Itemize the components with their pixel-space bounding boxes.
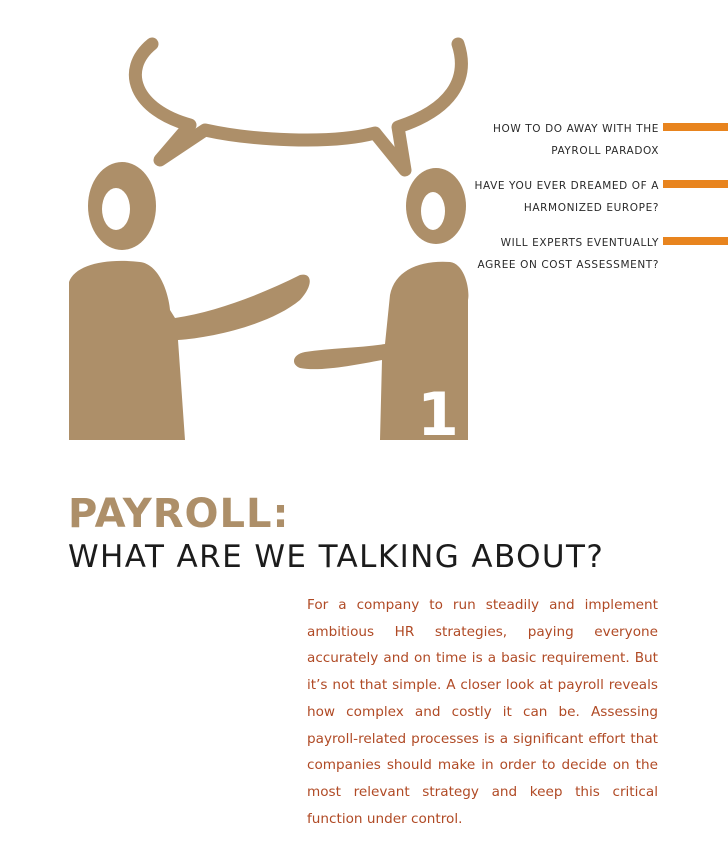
left-person-icon	[69, 162, 310, 440]
teaser-line: AGREE ON COST ASSESSMENT?	[477, 259, 659, 271]
teaser-item[interactable]	[368, 232, 728, 276]
teaser-accent-bar	[663, 237, 728, 245]
page-heading	[68, 490, 604, 576]
teaser-line: HOW TO DO AWAY WITH THE	[493, 123, 659, 135]
teaser-accent-bar	[663, 123, 728, 131]
teaser-line: PAYROLL PARADOX	[551, 145, 659, 157]
page-subtitle: WHAT ARE WE TALKING ABOUT?	[68, 539, 605, 575]
teaser-item[interactable]	[368, 118, 728, 162]
teaser-item[interactable]	[368, 175, 728, 219]
teaser-accent-bar	[663, 180, 728, 188]
teaser-line: HAVE YOU EVER DREAMED OF A	[474, 180, 659, 192]
teaser-line: WILL EXPERTS EVENTUALLY	[500, 237, 659, 249]
intro-paragraph: For a company to run steadily and implement ambitious HR strategies, paying everyone accurately and on time is a basic requirement. But it’s not that simple. A closer look at payroll reveals how complex and costly it can be. Assessing payroll-related processes is a significant effort that companies should make in order to decide on the most relevant strategy and keep this critical function under control.	[307, 597, 658, 827]
page-title: PAYROLL:	[68, 491, 290, 537]
teaser-line: HARMONIZED EUROPE?	[523, 202, 659, 214]
chapter-number: 1	[417, 380, 459, 450]
teaser-list	[368, 118, 728, 289]
